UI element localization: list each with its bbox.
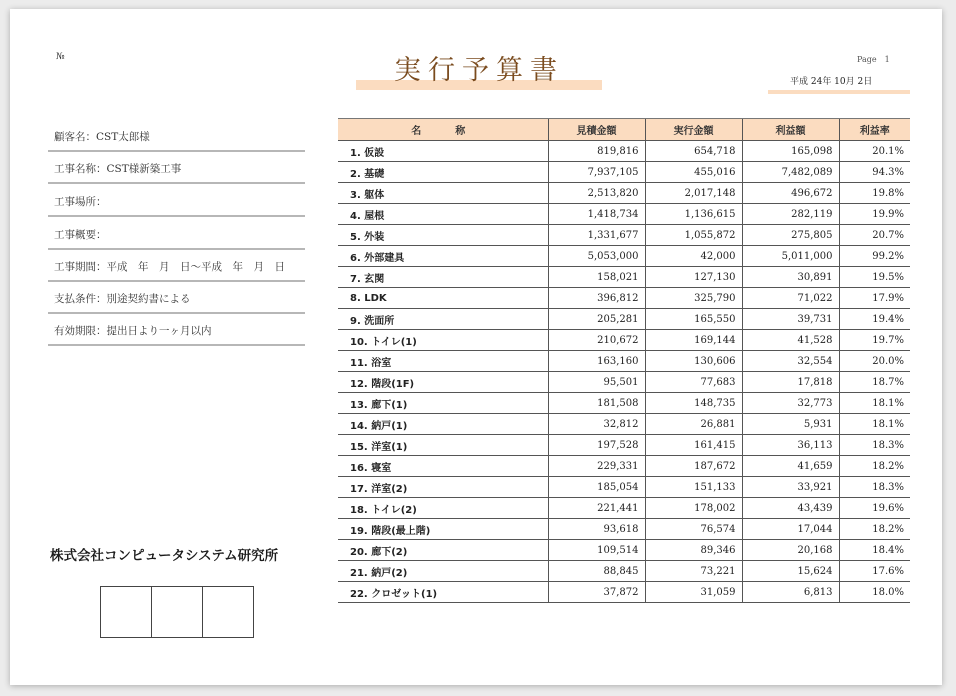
table-row: [338, 162, 910, 183]
execution-amount-cell: 89,346: [645, 540, 742, 561]
item-name-cell: 19. 階段(最上階): [338, 519, 548, 540]
header-execution-amount: 実行金額: [645, 119, 742, 141]
item-name-cell: 10. トイレ(1): [338, 330, 548, 351]
info-label: 工事場所：: [54, 196, 107, 208]
table-row: [338, 519, 910, 540]
stamp-cell: [152, 587, 203, 637]
info-label: 工事期間：: [54, 261, 107, 273]
item-name-cell: 8. LDK: [338, 288, 548, 309]
execution-amount-cell: 31,059: [645, 582, 742, 603]
info-label: 工事名称：: [54, 163, 107, 175]
info-label: 有効期限：: [54, 325, 107, 337]
item-name-cell: 7. 玄関: [338, 267, 548, 288]
execution-amount-cell: 178,002: [645, 498, 742, 519]
item-name-cell: 9. 洗面所: [338, 309, 548, 330]
header-estimate-amount: 見積金額: [548, 119, 645, 141]
profit-amount-cell: 33,921: [742, 477, 839, 498]
profit-amount-cell: 20,168: [742, 540, 839, 561]
profit-rate-cell: 19.8%: [839, 183, 910, 204]
item-name-cell: 22. クロゼット(1): [338, 582, 548, 603]
info-location: [48, 191, 305, 217]
profit-amount-cell: 39,731: [742, 309, 839, 330]
profit-amount-cell: 32,554: [742, 351, 839, 372]
header-name: 名称: [338, 119, 548, 141]
info-value: 別途契約書による: [106, 293, 191, 305]
company-name: 株式会社コンピュータシステム研究所: [50, 548, 279, 564]
execution-amount-cell: 654,718: [645, 141, 742, 162]
execution-amount-cell: 76,574: [645, 519, 742, 540]
execution-amount-cell: 73,221: [645, 561, 742, 582]
profit-rate-cell: 17.6%: [839, 561, 910, 582]
estimate-amount-cell: 181,508: [548, 393, 645, 414]
item-name-cell: 11. 浴室: [338, 351, 548, 372]
info-overview: [48, 224, 305, 250]
item-name-cell: 6. 外部建具: [338, 246, 548, 267]
estimate-amount-cell: 7,937,105: [548, 162, 645, 183]
profit-rate-cell: 20.7%: [839, 225, 910, 246]
item-name-cell: 2. 基礎: [338, 162, 548, 183]
profit-rate-cell: 19.6%: [839, 498, 910, 519]
info-label: 顧客名：: [54, 131, 96, 143]
info-customer: [48, 126, 305, 152]
table-row: [338, 330, 910, 351]
estimate-amount-cell: 109,514: [548, 540, 645, 561]
profit-amount-cell: 7,482,089: [742, 162, 839, 183]
item-name-cell: 16. 寝室: [338, 456, 548, 477]
item-name-cell: 4. 屋根: [338, 204, 548, 225]
profit-rate-cell: 18.3%: [839, 435, 910, 456]
item-name-cell: 20. 廊下(2): [338, 540, 548, 561]
item-name-cell: 1. 仮設: [338, 141, 548, 162]
profit-amount-cell: 17,044: [742, 519, 839, 540]
execution-amount-cell: 130,606: [645, 351, 742, 372]
estimate-amount-cell: 185,054: [548, 477, 645, 498]
execution-amount-cell: 148,735: [645, 393, 742, 414]
profit-rate-cell: 18.1%: [839, 393, 910, 414]
item-name-cell: 12. 階段(1F): [338, 372, 548, 393]
estimate-amount-cell: 32,812: [548, 414, 645, 435]
document-number-label: №: [56, 52, 65, 62]
info-expiry: [48, 320, 305, 346]
item-name-cell: 5. 外装: [338, 225, 548, 246]
budget-table: [338, 118, 910, 603]
execution-amount-cell: 161,415: [645, 435, 742, 456]
table-row: [338, 456, 910, 477]
profit-rate-cell: 18.3%: [839, 477, 910, 498]
date-underline: [768, 90, 910, 94]
execution-amount-cell: 169,144: [645, 330, 742, 351]
info-project-name: [48, 158, 305, 184]
profit-rate-cell: 18.2%: [839, 519, 910, 540]
profit-rate-cell: 20.0%: [839, 351, 910, 372]
profit-amount-cell: 5,011,000: [742, 246, 839, 267]
profit-amount-cell: 17,818: [742, 372, 839, 393]
info-label: 支払条件：: [54, 293, 107, 305]
info-payment-terms: [48, 288, 305, 314]
table-row: [338, 414, 910, 435]
info-label: 工事概要：: [54, 229, 107, 241]
estimate-amount-cell: 1,331,677: [548, 225, 645, 246]
profit-rate-cell: 18.0%: [839, 582, 910, 603]
table-row: [338, 183, 910, 204]
table-row: [338, 435, 910, 456]
profit-rate-cell: 94.3%: [839, 162, 910, 183]
estimate-amount-cell: 2,513,820: [548, 183, 645, 204]
page-number: Page 1: [857, 55, 890, 64]
profit-amount-cell: 30,891: [742, 267, 839, 288]
estimate-amount-cell: 37,872: [548, 582, 645, 603]
execution-amount-cell: 165,550: [645, 309, 742, 330]
info-value: 平成 年 月 日〜平成 年 月 日: [106, 261, 285, 273]
execution-amount-cell: 187,672: [645, 456, 742, 477]
stamp-cell: [203, 587, 253, 637]
profit-amount-cell: 71,022: [742, 288, 839, 309]
profit-amount-cell: 6,813: [742, 582, 839, 603]
estimate-amount-cell: 197,528: [548, 435, 645, 456]
execution-amount-cell: 26,881: [645, 414, 742, 435]
header-profit-rate: 利益率: [839, 119, 910, 141]
header-profit-amount: 利益額: [742, 119, 839, 141]
profit-rate-cell: 19.5%: [839, 267, 910, 288]
profit-rate-cell: 19.7%: [839, 330, 910, 351]
table-row: [338, 561, 910, 582]
profit-rate-cell: 18.2%: [839, 456, 910, 477]
estimate-amount-cell: 95,501: [548, 372, 645, 393]
item-name-cell: 18. トイレ(2): [338, 498, 548, 519]
profit-amount-cell: 5,931: [742, 414, 839, 435]
estimate-amount-cell: 5,053,000: [548, 246, 645, 267]
info-value: CST様新築工事: [106, 163, 182, 175]
estimate-amount-cell: 819,816: [548, 141, 645, 162]
execution-amount-cell: 455,016: [645, 162, 742, 183]
item-name-cell: 17. 洋室(2): [338, 477, 548, 498]
item-name-cell: 14. 納戸(1): [338, 414, 548, 435]
profit-rate-cell: 99.2%: [839, 246, 910, 267]
profit-amount-cell: 41,528: [742, 330, 839, 351]
table-row: [338, 246, 910, 267]
estimate-amount-cell: 205,281: [548, 309, 645, 330]
estimate-amount-cell: 221,441: [548, 498, 645, 519]
stamp-cell: [101, 587, 152, 637]
profit-rate-cell: 18.4%: [839, 540, 910, 561]
estimate-amount-cell: 88,845: [548, 561, 645, 582]
table-row: [338, 498, 910, 519]
profit-rate-cell: 19.9%: [839, 204, 910, 225]
table-row: [338, 477, 910, 498]
table-row: [338, 309, 910, 330]
estimate-amount-cell: 1,418,734: [548, 204, 645, 225]
profit-amount-cell: 41,659: [742, 456, 839, 477]
profit-amount-cell: 43,439: [742, 498, 839, 519]
profit-amount-cell: 36,113: [742, 435, 839, 456]
item-name-cell: 13. 廊下(1): [338, 393, 548, 414]
estimate-amount-cell: 158,021: [548, 267, 645, 288]
profit-amount-cell: 32,773: [742, 393, 839, 414]
info-period: [48, 256, 305, 282]
table-row: [338, 267, 910, 288]
execution-amount-cell: 151,133: [645, 477, 742, 498]
execution-amount-cell: 1,055,872: [645, 225, 742, 246]
profit-rate-cell: 20.1%: [839, 141, 910, 162]
estimate-amount-cell: 93,618: [548, 519, 645, 540]
table-row: [338, 582, 910, 603]
item-name-cell: 3. 躯体: [338, 183, 548, 204]
item-name-cell: 15. 洋室(1): [338, 435, 548, 456]
item-name-cell: 21. 納戸(2): [338, 561, 548, 582]
profit-amount-cell: 275,805: [742, 225, 839, 246]
profit-rate-cell: 18.7%: [839, 372, 910, 393]
table-row: [338, 225, 910, 246]
execution-amount-cell: 2,017,148: [645, 183, 742, 204]
table-row: [338, 288, 910, 309]
profit-amount-cell: 496,672: [742, 183, 839, 204]
estimate-amount-cell: 229,331: [548, 456, 645, 477]
execution-amount-cell: 325,790: [645, 288, 742, 309]
table-row: [338, 141, 910, 162]
estimate-amount-cell: 396,812: [548, 288, 645, 309]
document-date: 平成 24年 10月 2日: [790, 77, 873, 87]
estimate-amount-cell: 163,160: [548, 351, 645, 372]
estimate-amount-cell: 210,672: [548, 330, 645, 351]
table-header-row: [338, 119, 910, 141]
profit-rate-cell: 18.1%: [839, 414, 910, 435]
page-title: 実行予算書: [394, 55, 564, 86]
profit-rate-cell: 19.4%: [839, 309, 910, 330]
profit-amount-cell: 165,098: [742, 141, 839, 162]
execution-amount-cell: 77,683: [645, 372, 742, 393]
profit-amount-cell: 282,119: [742, 204, 839, 225]
execution-amount-cell: 127,130: [645, 267, 742, 288]
profit-amount-cell: 15,624: [742, 561, 839, 582]
table-row: [338, 393, 910, 414]
approval-stamp-boxes: [100, 586, 254, 638]
table-row: [338, 540, 910, 561]
info-value: 提出日より一ヶ月以内: [106, 325, 212, 337]
profit-rate-cell: 17.9%: [839, 288, 910, 309]
table-row: [338, 351, 910, 372]
table-row: [338, 204, 910, 225]
info-value: CST太郎様: [96, 131, 150, 143]
execution-amount-cell: 1,136,615: [645, 204, 742, 225]
table-row: [338, 372, 910, 393]
execution-amount-cell: 42,000: [645, 246, 742, 267]
